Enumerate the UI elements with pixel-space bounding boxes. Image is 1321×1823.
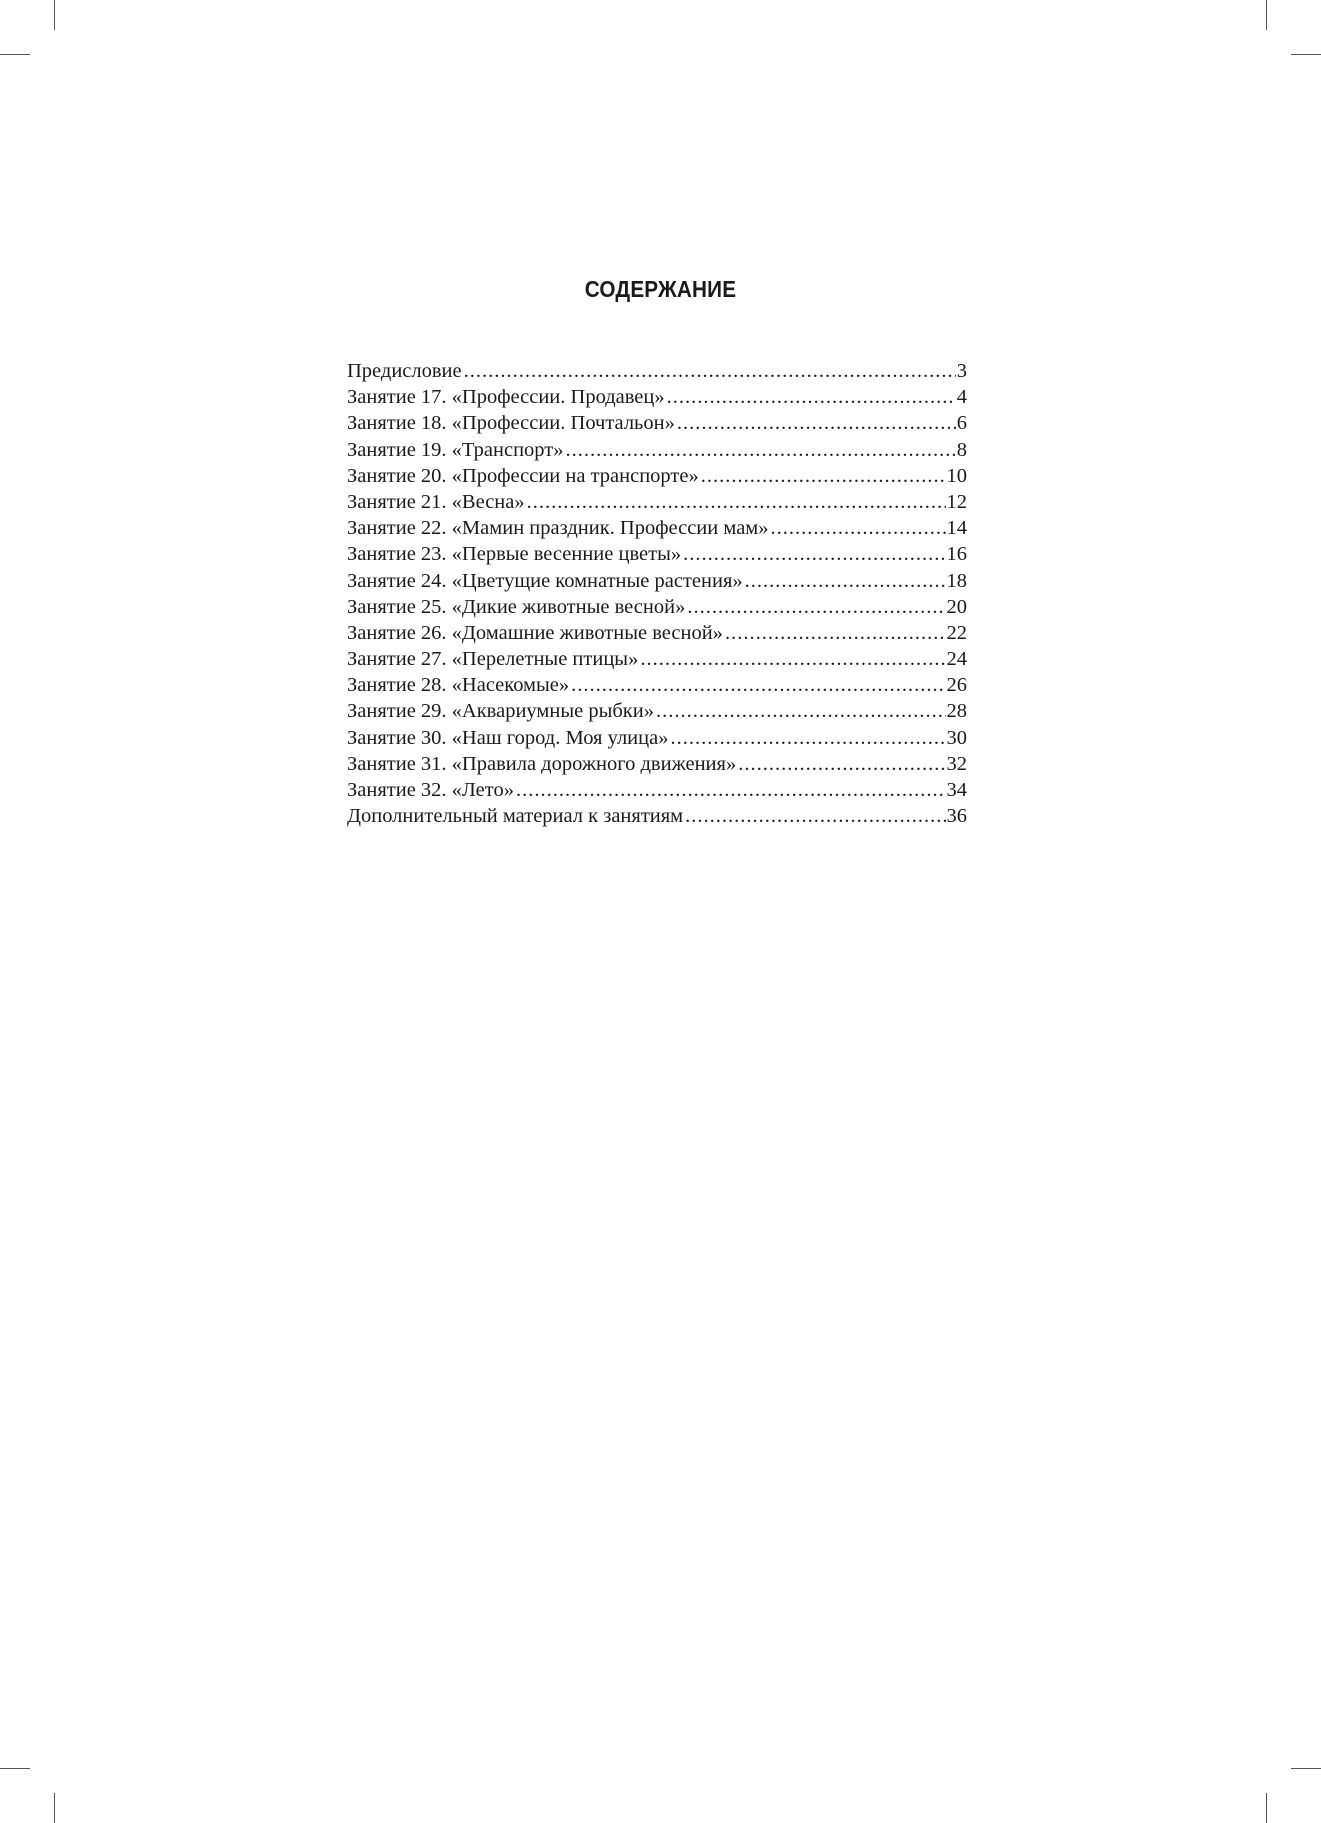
toc-entry-label: Занятие 22. «Мамин праздник. Профессии мам» <box>347 517 769 540</box>
toc-entry[interactable] <box>347 568 967 594</box>
toc-dot-leader <box>527 489 946 515</box>
toc-entry[interactable] <box>347 410 967 436</box>
toc-entry[interactable] <box>347 437 967 463</box>
toc-entry[interactable] <box>347 777 967 803</box>
crop-mark-bottom-right-vertical <box>1266 1793 1267 1823</box>
toc-entry[interactable] <box>347 463 967 489</box>
toc-dot-leader <box>771 515 946 541</box>
toc-entry-label: Занятие 29. «Аквариумные рыбки» <box>347 700 654 723</box>
toc-entry-label: Занятие 17. «Профессии. Продавец» <box>347 386 665 409</box>
table-of-contents <box>347 358 967 829</box>
toc-entry-page-number: 6 <box>956 412 967 435</box>
toc-entry-page-number: 32 <box>946 752 967 775</box>
toc-entry-label: Занятие 21. «Весна» <box>347 490 525 513</box>
toc-entry[interactable] <box>347 803 967 829</box>
toc-entry-label: Предисловие <box>347 360 462 382</box>
toc-entry-label: Занятие 20. «Профессии на транспорте» <box>347 464 699 487</box>
toc-entry-label: Занятие 19. «Транспорт» <box>347 438 564 461</box>
toc-entry[interactable] <box>347 751 967 777</box>
toc-entry-page-number: 34 <box>946 779 967 801</box>
toc-entry[interactable] <box>347 698 967 724</box>
toc-entry[interactable] <box>347 358 967 384</box>
toc-dot-leader <box>640 646 945 672</box>
toc-entry-page-number: 20 <box>946 595 967 618</box>
toc-dot-leader <box>464 358 956 384</box>
toc-dot-leader <box>571 672 945 698</box>
toc-entry-page-number: 24 <box>946 648 967 671</box>
toc-entry[interactable] <box>347 594 967 620</box>
toc-entry-label: Занятие 31. «Правила дорожного движения» <box>347 752 737 775</box>
toc-entry-page-number: 26 <box>946 674 967 697</box>
toc-entry[interactable] <box>347 672 967 698</box>
toc-dot-leader <box>516 777 946 803</box>
toc-entry[interactable] <box>347 489 967 515</box>
toc-entry[interactable] <box>347 541 967 567</box>
toc-entry-page-number: 22 <box>946 621 967 644</box>
toc-dot-leader <box>687 594 945 620</box>
toc-entry-label: Занятие 27. «Перелетные птицы» <box>347 648 639 671</box>
toc-dot-leader <box>701 463 946 489</box>
toc-entry-page-number: 3 <box>956 360 967 382</box>
toc-entry[interactable] <box>347 620 967 646</box>
toc-entry[interactable] <box>347 384 967 410</box>
toc-dot-leader <box>683 541 945 567</box>
toc-dot-leader <box>677 410 956 436</box>
toc-entry-label: Занятие 32. «Лето» <box>347 779 514 801</box>
toc-entry-label: Занятие 18. «Профессии. Почтальон» <box>347 412 675 435</box>
toc-dot-leader <box>566 437 956 463</box>
crop-mark-bottom-left-vertical <box>54 1793 55 1823</box>
toc-entry-page-number: 36 <box>946 805 967 828</box>
toc-entry-page-number: 8 <box>956 438 967 461</box>
toc-dot-leader <box>670 725 945 751</box>
toc-entry-page-number: 18 <box>946 569 967 592</box>
toc-dot-leader <box>667 384 956 410</box>
toc-entry[interactable] <box>347 515 967 541</box>
toc-entry-label: Дополнительный материал к занятиям <box>347 805 684 828</box>
toc-entry-page-number: 28 <box>946 700 967 723</box>
crop-mark-top-left-horizontal <box>0 54 30 55</box>
toc-entry-label: Занятие 28. «Насекомые» <box>347 674 570 697</box>
toc-entry-label: Занятие 24. «Цветущие комнатные растения» <box>347 569 743 592</box>
toc-dot-leader <box>738 751 945 777</box>
toc-entry-label: Занятие 30. «Наш город. Моя улица» <box>347 726 669 749</box>
toc-entry-label: Занятие 26. «Домашние животные весной» <box>347 621 723 644</box>
toc-dot-leader <box>725 620 946 646</box>
crop-mark-top-right-horizontal <box>1291 54 1321 55</box>
crop-mark-top-right-vertical <box>1266 0 1267 30</box>
toc-entry-page-number: 30 <box>946 726 967 749</box>
toc-entry[interactable] <box>347 725 967 751</box>
toc-entry-page-number: 12 <box>946 490 967 513</box>
crop-mark-top-left-vertical <box>54 0 55 30</box>
toc-dot-leader <box>656 698 946 724</box>
toc-dot-leader <box>685 803 945 829</box>
toc-entry-page-number: 10 <box>946 464 967 487</box>
crop-mark-bottom-right-horizontal <box>1291 1768 1321 1769</box>
toc-entry-page-number: 4 <box>956 386 967 409</box>
toc-entry-page-number: 16 <box>946 543 967 566</box>
crop-mark-bottom-left-horizontal <box>0 1768 30 1769</box>
page-title: СОДЕРЖАНИЕ <box>584 276 737 302</box>
toc-entry[interactable] <box>347 646 967 672</box>
toc-dot-leader <box>745 568 946 594</box>
toc-entry-label: Занятие 25. «Дикие животные весной» <box>347 595 686 618</box>
toc-entry-page-number: 14 <box>946 517 967 540</box>
toc-entry-label: Занятие 23. «Первые весенние цветы» <box>347 543 682 566</box>
